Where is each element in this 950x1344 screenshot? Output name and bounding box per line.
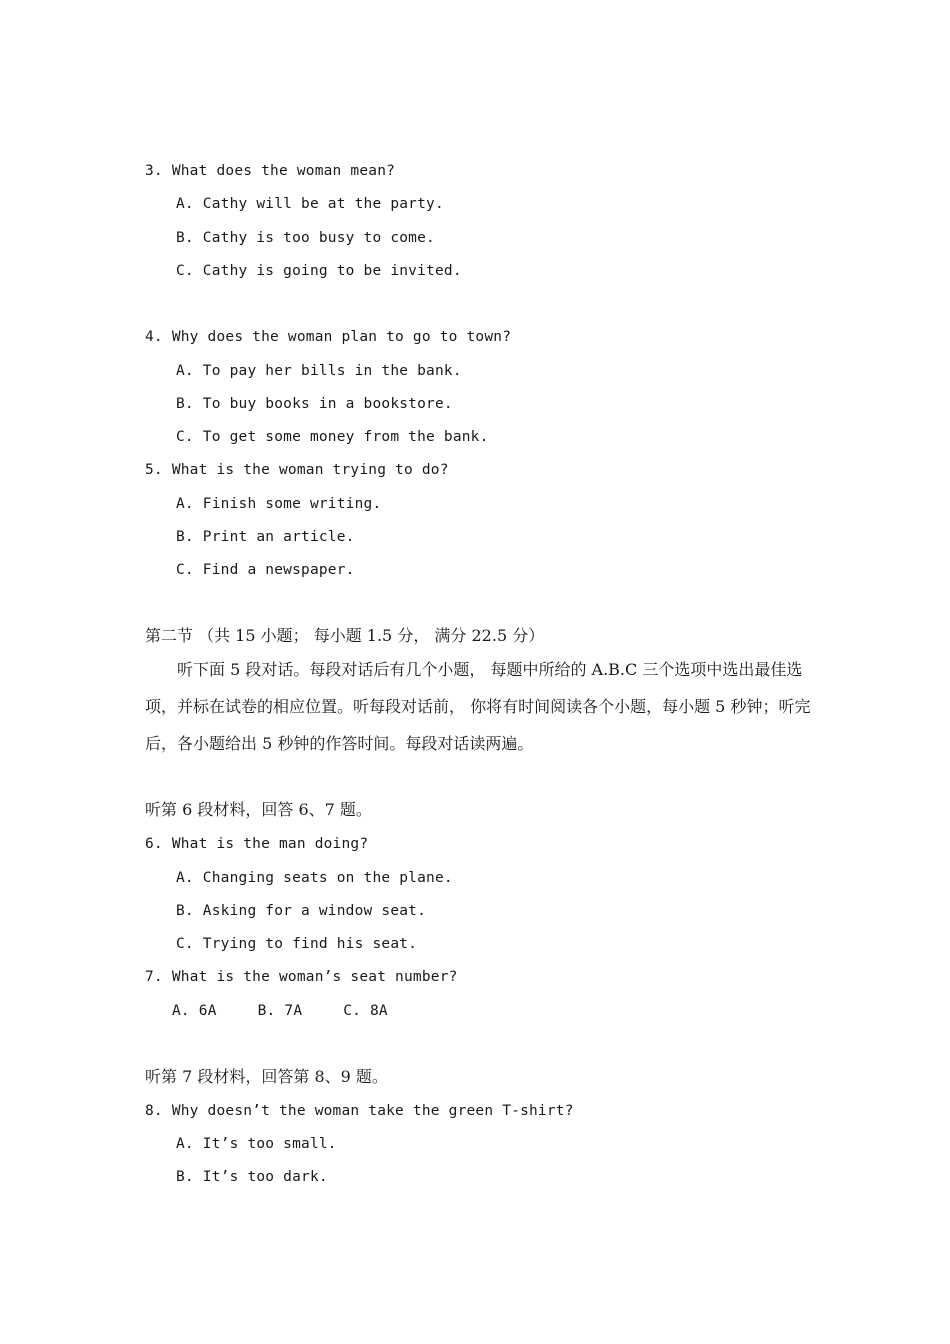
question-number: 6. (145, 836, 163, 852)
question-5-option-b: B. Print an article. (176, 529, 355, 545)
question-4-option-a: A. To pay her bills in the bank. (176, 363, 462, 379)
question-3-option-a: A. Cathy will be at the party. (176, 196, 444, 212)
question-3-option-b: B. Cathy is too busy to come. (176, 230, 435, 246)
question-6-option-c: C. Trying to find his seat. (176, 936, 418, 952)
question-6-option-b: B. Asking for a window seat. (176, 903, 427, 919)
question-4-option-c: C. To get some money from the bank. (176, 429, 489, 445)
question-text: What is the woman’s seat number? (171, 969, 458, 985)
question-7-option-a: A. 6A (172, 1003, 217, 1019)
question-4-option-b: B. To buy books in a bookstore. (176, 396, 453, 412)
section-2-instruction-line-2: 项，并标在试卷的相应位置。听每段对话前， 你将有时间阅读各个小题，每小题 5 秒钟；听完 (145, 697, 811, 716)
question-8-option-a: A. It’s too small. (176, 1136, 337, 1152)
question-7-option-c: C. 8A (343, 1003, 388, 1019)
section-2-instruction-line-1: 听下面 5 段对话。每段对话后有几个小题， 每题中所给的 A.B.C 三个选项中选出最佳选 (177, 660, 803, 679)
question-5-option-a: A. Finish some writing. (176, 496, 382, 512)
question-number: 5. (145, 462, 163, 478)
question-3 (145, 161, 395, 181)
question-7-option-b: B. 7A (257, 1003, 303, 1019)
question-8-option-b: B. It’s too dark. (176, 1169, 328, 1185)
question-text: Why doesn’t the woman take the green T-shirt? (171, 1103, 574, 1119)
question-5 (145, 460, 449, 480)
question-text: What is the woman trying to do? (171, 462, 449, 478)
question-number: 3. (145, 163, 163, 179)
question-text: What is the man doing? (171, 836, 369, 852)
section-2-instruction-line-3: 后，各小题给出 5 秒钟的作答时间。每段对话读两遍。 (145, 734, 534, 753)
section-2-heading: 第二节 （共 15 小题； 每小题 1.5 分， 满分 22.5 分） (145, 626, 545, 645)
question-7-options (172, 1001, 420, 1021)
question-number: 4. (145, 329, 163, 345)
question-text: What does the woman mean? (171, 163, 396, 179)
question-6-option-a: A. Changing seats on the plane. (176, 870, 453, 886)
question-5-option-c: C. Find a newspaper. (176, 562, 355, 578)
question-number: 8. (145, 1103, 163, 1119)
material-6-heading: 听第 6 段材料，回答 6、7 题。 (145, 800, 372, 819)
question-number: 7. (145, 969, 163, 985)
question-8 (145, 1101, 574, 1121)
question-7 (145, 967, 458, 987)
question-6 (145, 834, 368, 854)
question-text: Why does the woman plan to go to town? (171, 329, 512, 345)
question-4 (145, 327, 511, 347)
question-3-option-c: C. Cathy is going to be invited. (176, 263, 462, 279)
material-7-heading: 听第 7 段材料，回答第 8、9 题。 (145, 1067, 388, 1086)
